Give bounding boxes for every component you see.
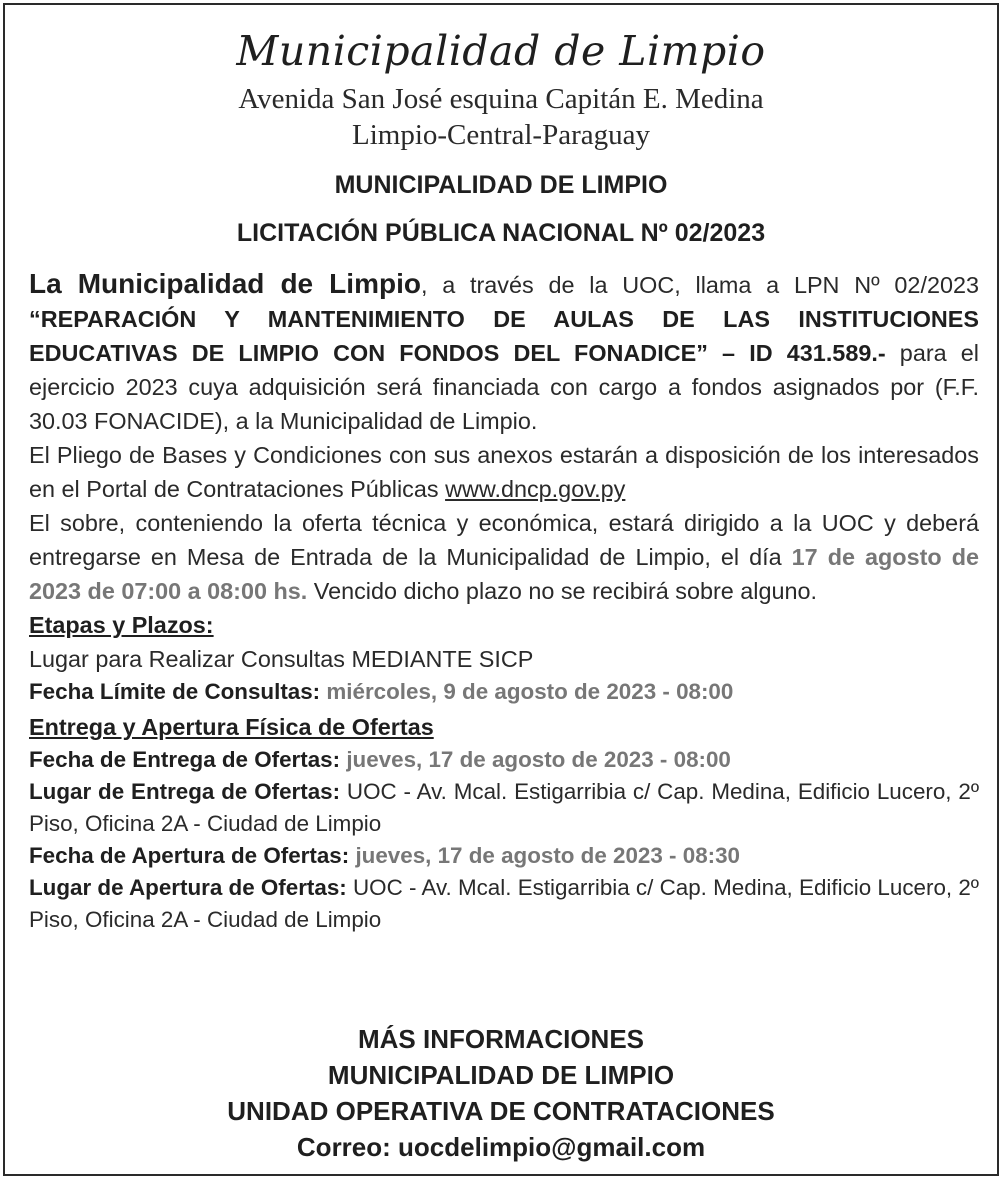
- consultas-value: miércoles, 9 de agosto de 2023 - 08:00: [326, 679, 734, 704]
- notice-body: [29, 267, 979, 936]
- pliego-text: El Pliego de Bases y Condiciones con sus anexos estarán a disposición de los interesados en el Portal de Contrataciones Públicas: [29, 442, 979, 502]
- consultas-deadline-line: [29, 676, 979, 708]
- fecha-entrega-value: jueves, 17 de agosto de 2023 - 08:00: [346, 747, 731, 772]
- notice-frame: [3, 3, 999, 1176]
- sobre-paragraph: [29, 506, 979, 608]
- dncp-link[interactable]: www.dncp.gov.py: [445, 476, 626, 502]
- sobre-text-after: Vencido dicho plazo no se recibirá sobre alguno.: [307, 578, 818, 604]
- fecha-apertura-value: jueves, 17 de agosto de 2023 - 08:30: [355, 843, 741, 868]
- lugar-apertura-line: [29, 872, 979, 936]
- city-line: Limpio-Central-Paraguay: [352, 119, 650, 151]
- footer-email: Correo: uocdelimpio@gmail.com: [296, 1132, 706, 1162]
- contact-footer: [5, 1021, 997, 1165]
- address-line: Avenida San José esquina Capitán E. Medina: [238, 83, 764, 115]
- footer-municipality: MUNICIPALIDAD DE LIMPIO: [327, 1060, 675, 1090]
- pliego-paragraph: [29, 438, 979, 506]
- lugar-entrega-value: UOC - Av. Mcal. Estigarribia c/ Cap. Medina, Edificio Lucero, 2º Piso, Oficina 2A - Ciudad de Limpio: [29, 779, 980, 836]
- intro-paragraph: [29, 267, 979, 438]
- lugar-apertura-label: Lugar de Apertura de Ofertas:: [29, 875, 347, 900]
- fecha-entrega-line: [29, 744, 979, 776]
- intro-lead-rest: , a través de la UOC, llama a LPN Nº 02/2023: [420, 272, 979, 298]
- project-title: “REPARACIÓN Y MANTENIMIENTO DE AULAS DE LAS INSTITUCIONES EDUCATIVAS DE LIMPIO CON FONDOS DEL FONADICE” – ID 431.589.-: [29, 306, 979, 366]
- footer-more-info: MÁS INFORMACIONES: [358, 1024, 644, 1054]
- sobre-text-before: El sobre, conteniendo la oferta técnica y económica, estará dirigido a la UOC y deberá entregarse en Mesa de Entrada de la Municipalidad de Limpio, el día: [29, 510, 979, 570]
- entrega-heading: Entrega y Apertura Física de Ofertas: [29, 714, 434, 740]
- project-rest: para el ejercicio 2023 cuya adquisición será financiada con cargo a fondos asignados por (F.F. 30.03 FONACIDE), a la Municipalidad de Limpio.: [29, 340, 979, 434]
- fecha-apertura-line: [29, 840, 979, 872]
- footer-uoc: UNIDAD OPERATIVA DE CONTRATACIONES: [227, 1096, 775, 1126]
- municipality-script-title: Municipalidad de Limpio: [236, 27, 766, 75]
- entity-heading: MUNICIPALIDAD DE LIMPIO: [334, 171, 668, 199]
- fecha-apertura-label: Fecha de Apertura de Ofertas:: [29, 843, 350, 868]
- intro-lead: La Municipalidad de Limpio: [29, 268, 421, 299]
- lugar-entrega-line: [29, 776, 979, 840]
- tender-heading: LICITACIÓN PÚBLICA NACIONAL Nº 02/2023: [236, 219, 766, 247]
- etapas-heading: Etapas y Plazos:: [29, 612, 214, 638]
- consultas-label: Fecha Límite de Consultas:: [29, 679, 321, 704]
- lugar-apertura-value: UOC - Av. Mcal. Estigarribia c/ Cap. Medina, Edificio Lucero, 2º Piso, Oficina 2A - Ciudad de Limpio: [29, 875, 979, 932]
- fecha-entrega-label: Fecha de Entrega de Ofertas:: [29, 747, 341, 772]
- consultas-lugar: Lugar para Realizar Consultas MEDIANTE SICP: [29, 646, 534, 672]
- lugar-entrega-label: Lugar de Entrega de Ofertas:: [29, 779, 341, 804]
- delivery-date-highlight: 17 de agosto de 2023 de 07:00 a 08:00 hs.: [29, 544, 980, 604]
